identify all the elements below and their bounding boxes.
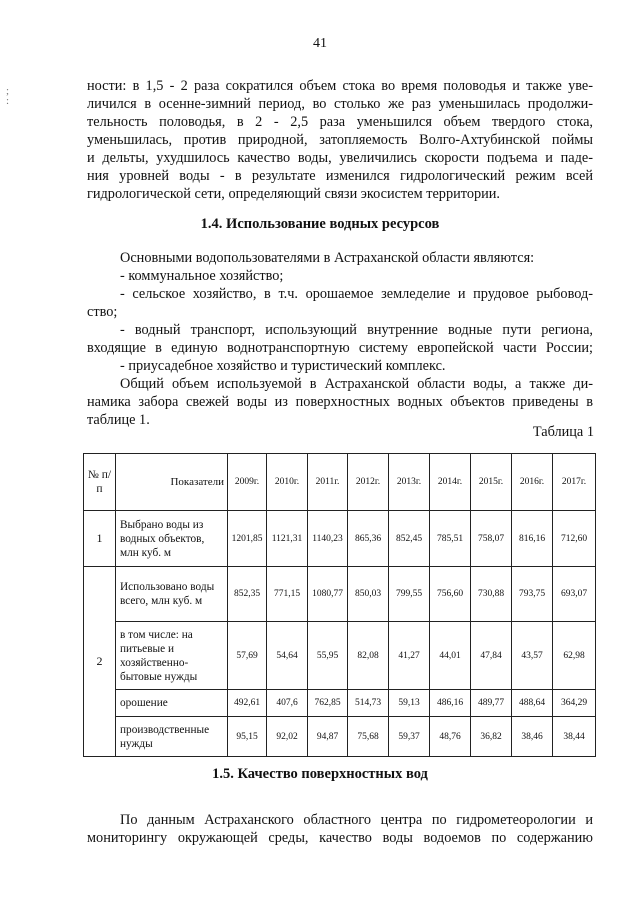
table-cell: 799,55 [389, 567, 430, 622]
table-cell: 1121,31 [267, 511, 308, 567]
table-cell: 492,61 [228, 690, 267, 717]
row-label: Использовано воды всего, млн куб. м [116, 567, 228, 622]
list-item: входящие в единую воднотранспортную систему европейской части России; [87, 340, 593, 356]
intro-line: уменьшилась, против природной, затопляемость Волго-Ахтубинской поймы [87, 132, 593, 148]
section-heading-1-5: 1.5. Качество поверхностных вод [212, 766, 428, 782]
intro-line: ности: в 1,5 - 2 раза сократился объем стока во время половодья и также уве- [87, 78, 593, 94]
table-cell: 762,85 [308, 690, 348, 717]
table-header-row [84, 454, 596, 511]
table-cell: 95,15 [228, 717, 267, 757]
table-cell: 852,35 [228, 567, 267, 622]
table-cell: 850,03 [348, 567, 389, 622]
header-no: № п/п [84, 454, 116, 511]
header-year: 2017г. [553, 454, 596, 511]
header-indicator: Показатели [116, 454, 228, 511]
section-heading-1-4: 1.4. Использование водных ресурсов [200, 216, 440, 232]
row-label: орошение [116, 690, 228, 717]
header-year: 2010г. [267, 454, 308, 511]
intro-line: тельность половодья, в 2 - 2,5 раза уменьшился объем твердого стока, [87, 114, 593, 130]
header-year: 2016г. [512, 454, 553, 511]
table-cell: 55,95 [308, 622, 348, 690]
table-row [84, 690, 596, 717]
table-cell: 771,15 [267, 567, 308, 622]
table-cell: 75,68 [348, 717, 389, 757]
header-year: 2015г. [471, 454, 512, 511]
table-cell: 59,13 [389, 690, 430, 717]
table-cell: 816,16 [512, 511, 553, 567]
table-row [84, 567, 596, 622]
table-cell: 43,57 [512, 622, 553, 690]
row-label: в том числе: на питьевые и хозяйственно-бытовые нужды [116, 622, 228, 690]
table-cell: 693,07 [553, 567, 596, 622]
table-cell: 758,07 [471, 511, 512, 567]
table-cell: 38,44 [553, 717, 596, 757]
paragraph-line: таблице 1. [87, 412, 150, 428]
margin-marks [6, 86, 9, 106]
table-caption: Таблица 1 [532, 424, 594, 440]
intro-line: личился в осенне-зимний период, во столько же раз уменьшилась продолжи- [87, 96, 593, 112]
list-item: - коммунальное хозяйство; [120, 268, 284, 284]
table-cell: 793,75 [512, 567, 553, 622]
table-cell: 54,64 [267, 622, 308, 690]
table-cell: 514,73 [348, 690, 389, 717]
water-use-table [83, 453, 596, 757]
table-cell: 486,16 [430, 690, 471, 717]
table-cell: 489,77 [471, 690, 512, 717]
header-year: 2009г. [228, 454, 267, 511]
margin-mark: ; [6, 85, 10, 97]
table-row [84, 511, 596, 567]
table-cell: 1080,77 [308, 567, 348, 622]
table-cell: 730,88 [471, 567, 512, 622]
paragraph-line: намика забора свежей воды из поверхностных водных объектов приведены в [87, 394, 593, 410]
page-number: 41 [313, 36, 327, 51]
table-cell: 94,87 [308, 717, 348, 757]
list-item: - водный транспорт, использующий внутренние водные пути региона, [120, 322, 593, 338]
table-cell: 44,01 [430, 622, 471, 690]
table-cell: 57,69 [228, 622, 267, 690]
intro-line: гидрологической сети, определяющий связи экосистем территории. [87, 186, 500, 202]
table-cell: 38,46 [512, 717, 553, 757]
header-year: 2012г. [348, 454, 389, 511]
table-cell: 407,6 [267, 690, 308, 717]
table-cell: 48,76 [430, 717, 471, 757]
row-number: 2 [84, 567, 116, 757]
list-item: - сельское хозяйство, в т.ч. орошаемое земледелие и прудовое рыбовод- [120, 286, 593, 302]
header-year: 2014г. [430, 454, 471, 511]
list-item: - приусадебное хозяйство и туристический комплекс. [120, 358, 446, 374]
table-cell: 756,60 [430, 567, 471, 622]
table-cell: 92,02 [267, 717, 308, 757]
paragraph-line: Основными водопользователями в Астраханской области являются: [120, 250, 535, 266]
paragraph-line: По данным Астраханского областного центра по гидрометеорологии и [120, 812, 593, 828]
table-cell: 47,84 [471, 622, 512, 690]
table-cell: 364,29 [553, 690, 596, 717]
table-row [84, 717, 596, 757]
table-cell: 41,27 [389, 622, 430, 690]
table-cell: 488,64 [512, 690, 553, 717]
table-row [84, 622, 596, 690]
intro-line: ния уровней воды - в результате изменился гидрологический режим всей [87, 168, 593, 184]
table-cell: 1140,23 [308, 511, 348, 567]
table-cell: 1201,85 [228, 511, 267, 567]
paragraph-line: Общий объем используемой в Астраханской области воды, а также ди- [120, 376, 593, 392]
table-cell: 852,45 [389, 511, 430, 567]
list-item: ство; [87, 304, 118, 320]
table-cell: 785,51 [430, 511, 471, 567]
row-label: производственные нужды [116, 717, 228, 757]
table-cell: 865,36 [348, 511, 389, 567]
table-cell: 59,37 [389, 717, 430, 757]
row-label: Выбрано воды из водных объектов, млн куб. м [116, 511, 228, 567]
margin-mark: : [6, 95, 10, 107]
paragraph-line: мониторингу окружающей среды, качество воды водоемов по содержанию [87, 830, 593, 846]
intro-line: и дельты, ухудшилось качество воды, увеличились скорости подъема и паде- [87, 150, 593, 166]
header-year: 2011г. [308, 454, 348, 511]
header-year: 2013г. [389, 454, 430, 511]
table-cell: 712,60 [553, 511, 596, 567]
row-number: 1 [84, 511, 116, 567]
table-cell: 36,82 [471, 717, 512, 757]
table-cell: 62,98 [553, 622, 596, 690]
table-cell: 82,08 [348, 622, 389, 690]
